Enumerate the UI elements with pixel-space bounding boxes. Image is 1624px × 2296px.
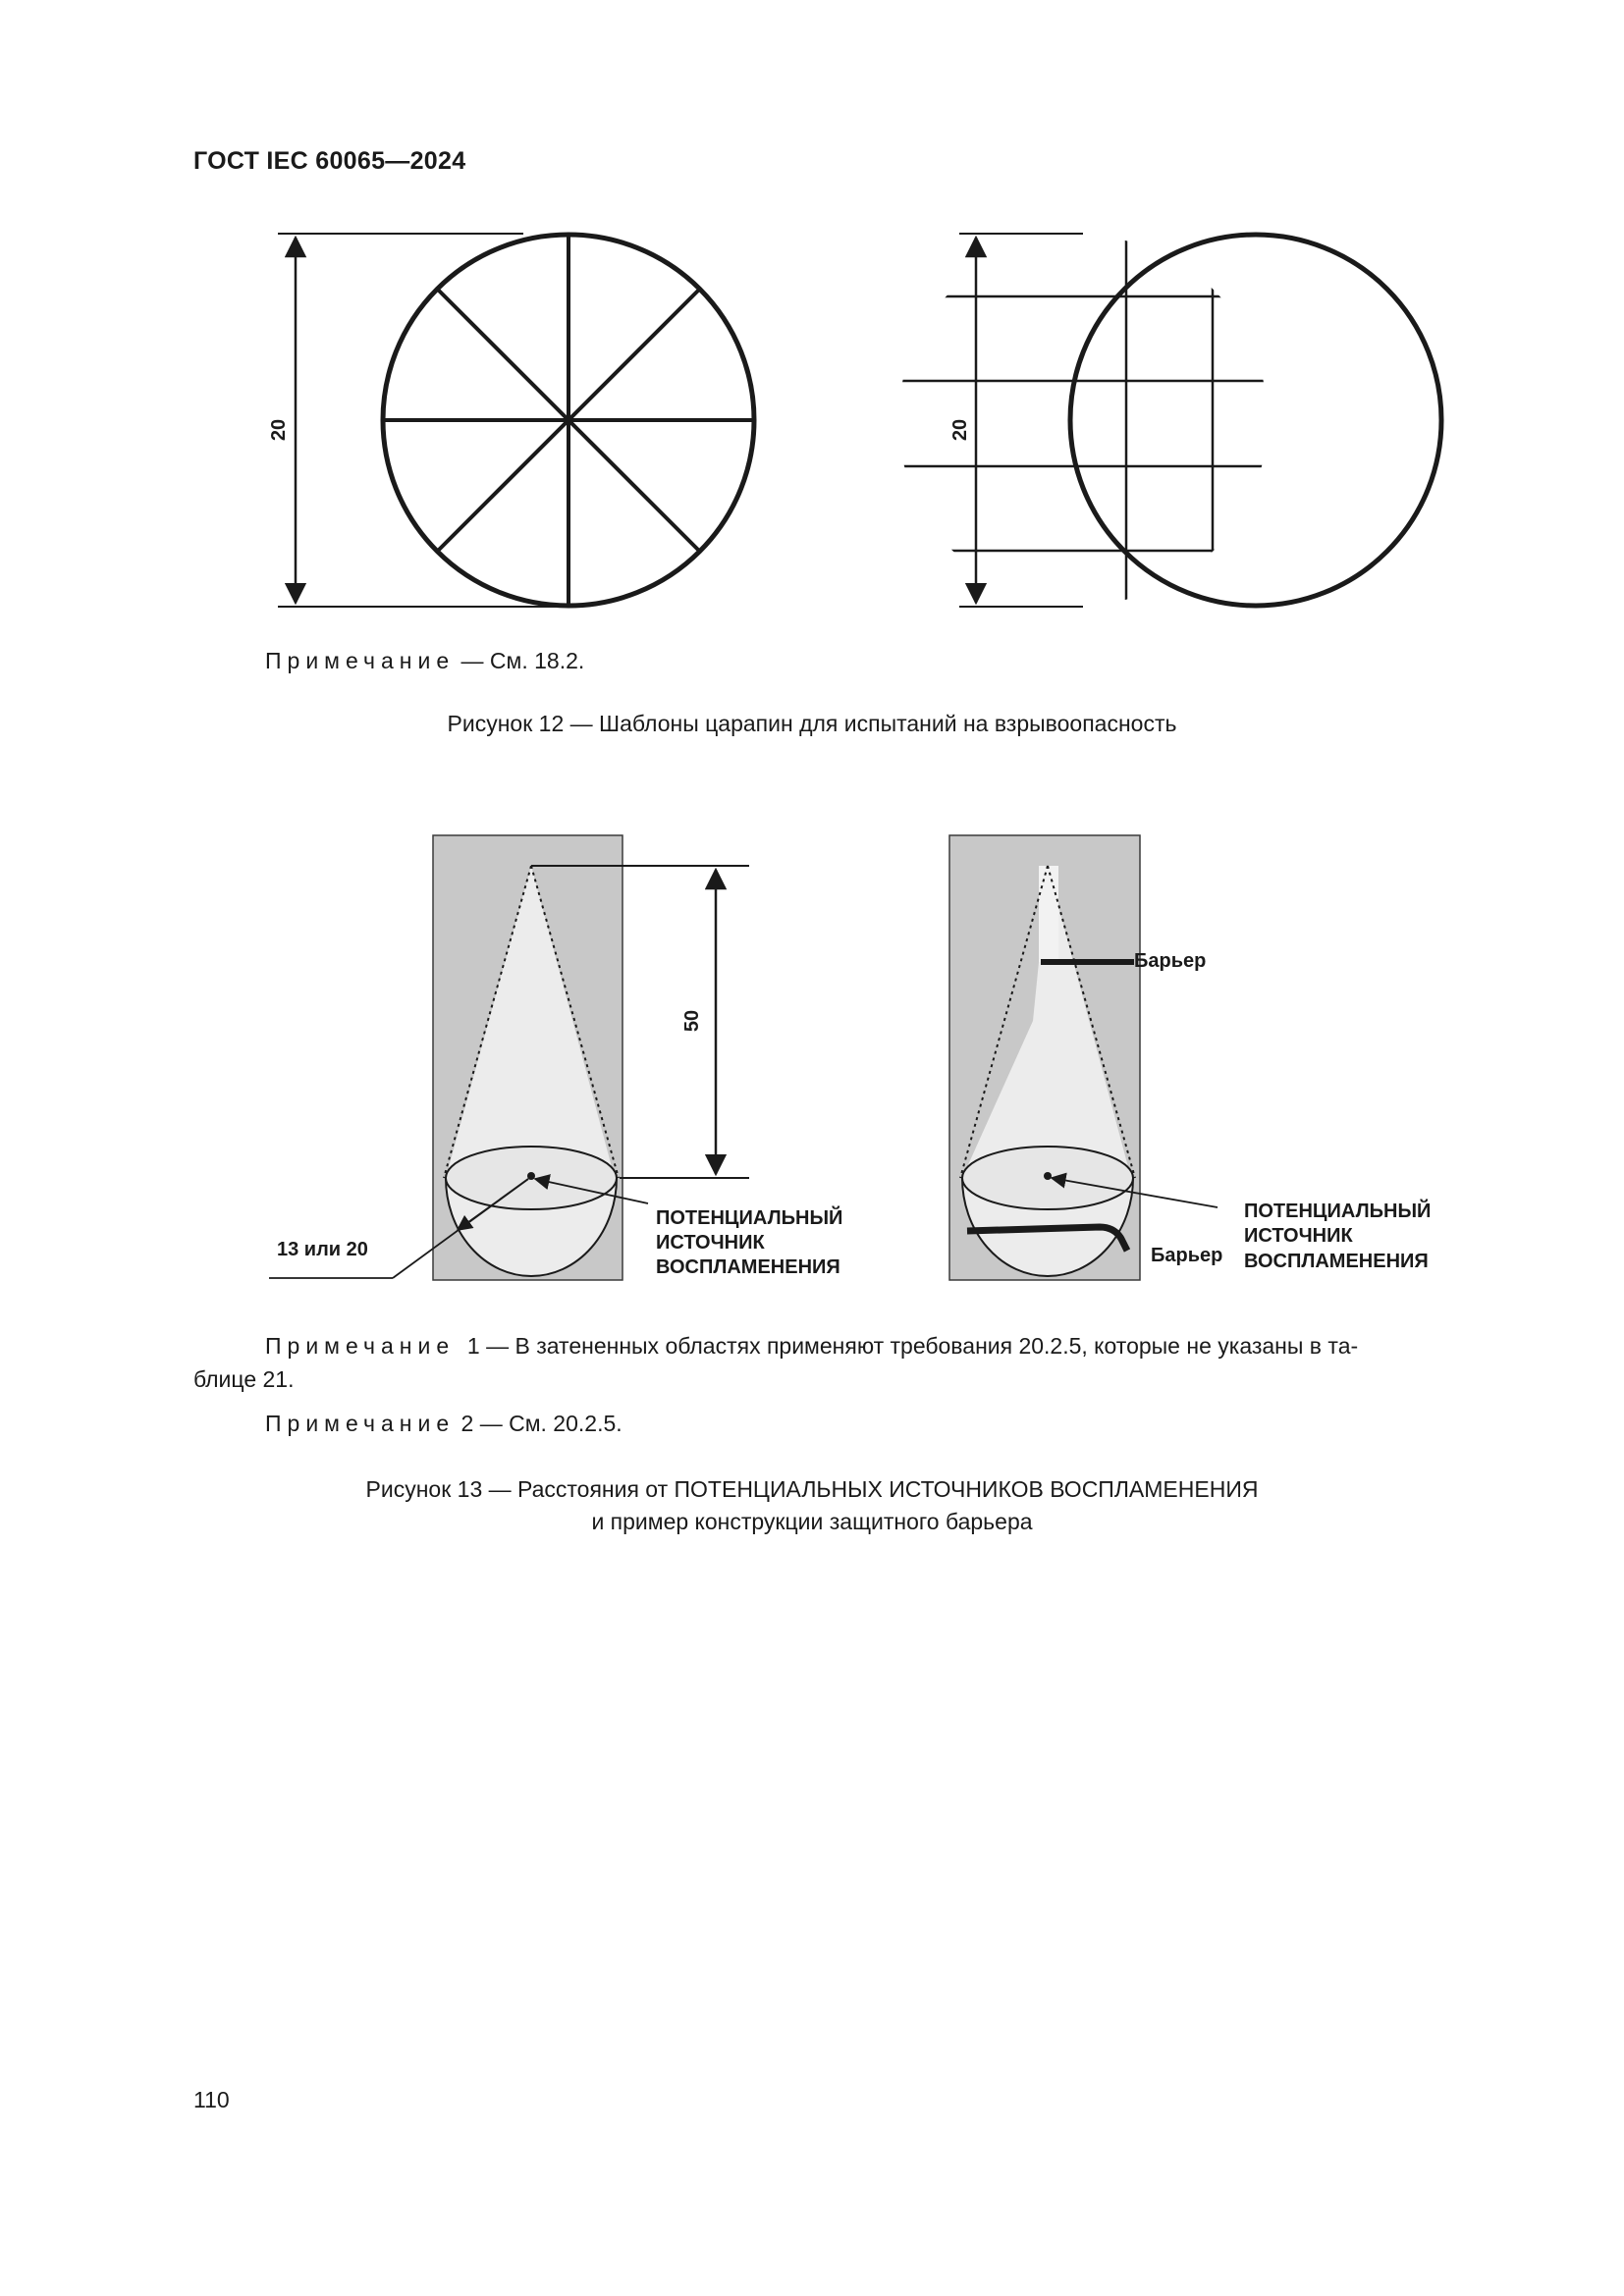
page-number: 110 (193, 2087, 230, 2112)
dimension-label-left: 20 (268, 418, 290, 442)
note-text: — См. 18.2. (455, 648, 585, 673)
ignition-source-label-left-1: ПОТЕНЦИАЛЬНЫЙ (656, 1207, 843, 1229)
dimension-label-50: 50 (681, 1009, 703, 1033)
barrier-label-top: Барьер (1134, 950, 1207, 972)
figure12-caption: Рисунок 12 — Шаблоны царапин для испытаний на взрывоопасность (447, 711, 1177, 736)
scratch-template-star (278, 234, 754, 607)
figure13-note1-continuation: блице 21. (193, 1366, 295, 1392)
note-label: Примечание (265, 648, 456, 673)
ignition-source-label-left-3: ВОСПЛАМЕНЕНИЯ (656, 1256, 840, 1278)
barrier-example-diagram (949, 835, 1218, 1280)
ignition-source-label-right-3: ВОСПЛАМЕНЕНИЯ (1244, 1251, 1429, 1272)
note2-label: Примечание (265, 1411, 456, 1436)
figure13-caption-line2: и пример конструкции защитного барьера (591, 1509, 1033, 1534)
document-header: ГОСТ IEC 60065—2024 (193, 147, 466, 175)
radius-label: 13 или 20 (277, 1239, 368, 1260)
ignition-source-label-right-2: ИСТОЧНИК (1244, 1225, 1353, 1247)
note1-label: Примечание (265, 1333, 456, 1359)
note1-text: 1 — В затененных областях применяют требования 20.2.5, которые не указаны в та- (466, 1333, 1359, 1359)
figure13-caption-line1: Рисунок 13 — Расстояния от ПОТЕНЦИАЛЬНЫХ ИСТОЧНИКОВ ВОСПЛАМЕНЕНИЯ (365, 1476, 1259, 1502)
barrier-label-bottom: Барьер (1151, 1245, 1223, 1266)
dimension-label-right: 20 (949, 418, 971, 442)
note2-text: 2 — См. 20.2.5. (460, 1411, 623, 1436)
figure12-note (265, 644, 584, 677)
ignition-source-label-right-1: ПОТЕНЦИАЛЬНЫЙ (1244, 1201, 1432, 1222)
ignition-source-label-left-2: ИСТОЧНИК (656, 1232, 765, 1254)
figure13-note1 (265, 1329, 1516, 1362)
figure13-note2 (265, 1407, 623, 1440)
